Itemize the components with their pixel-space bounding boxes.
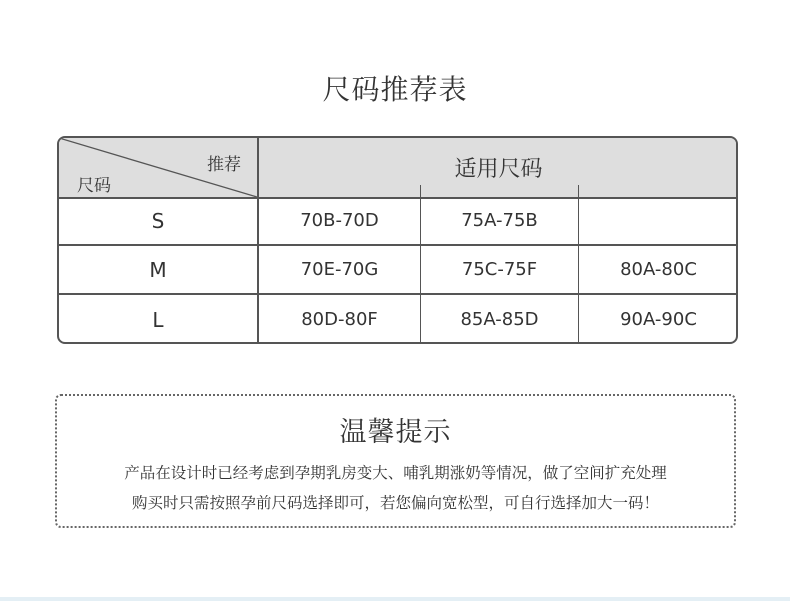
size-recommendation-table (57, 136, 738, 344)
table-cell: 90A-90C (620, 309, 697, 330)
size-cell: M (149, 257, 167, 282)
corner-header-cell (59, 138, 257, 197)
header-tick (578, 185, 579, 197)
tips-title: 温馨提示 (339, 417, 452, 448)
bottom-divider (0, 597, 790, 601)
table-row (59, 246, 736, 295)
table-cell: 70E-70G (300, 259, 379, 280)
size-cell: L (152, 307, 164, 332)
corner-label-size: 尺码 (77, 176, 111, 196)
size-cell: S (151, 208, 165, 233)
table-header (59, 138, 736, 199)
tips-box (55, 394, 736, 528)
applicable-size-header: 适用尺码 (454, 157, 543, 182)
corner-label-recommend: 推荐 (207, 155, 241, 175)
table-cell: 75C-75F (461, 259, 538, 280)
tips-line-1: 产品在设计时已经考虑到孕期乳房变大、哺乳期涨奶等情况，做了空间扩充处理 (124, 464, 667, 482)
table-cell: 80A-80C (620, 259, 697, 280)
page-title: 尺码推荐表 (322, 73, 468, 106)
table-cell (579, 197, 738, 244)
table-cell: 80D-80F (301, 309, 378, 330)
table-cell: 85A-85D (460, 309, 539, 330)
table-cell: 70B-70D (300, 210, 379, 231)
table-row (59, 295, 736, 344)
header-tick (420, 185, 421, 197)
table-cell: 75A-75B (461, 210, 538, 231)
table-row (59, 197, 736, 246)
tips-line-2: 购买时只需按照孕前尺码选择即可，若您偏向宽松型，可自行选择加大一码！ (131, 494, 659, 512)
